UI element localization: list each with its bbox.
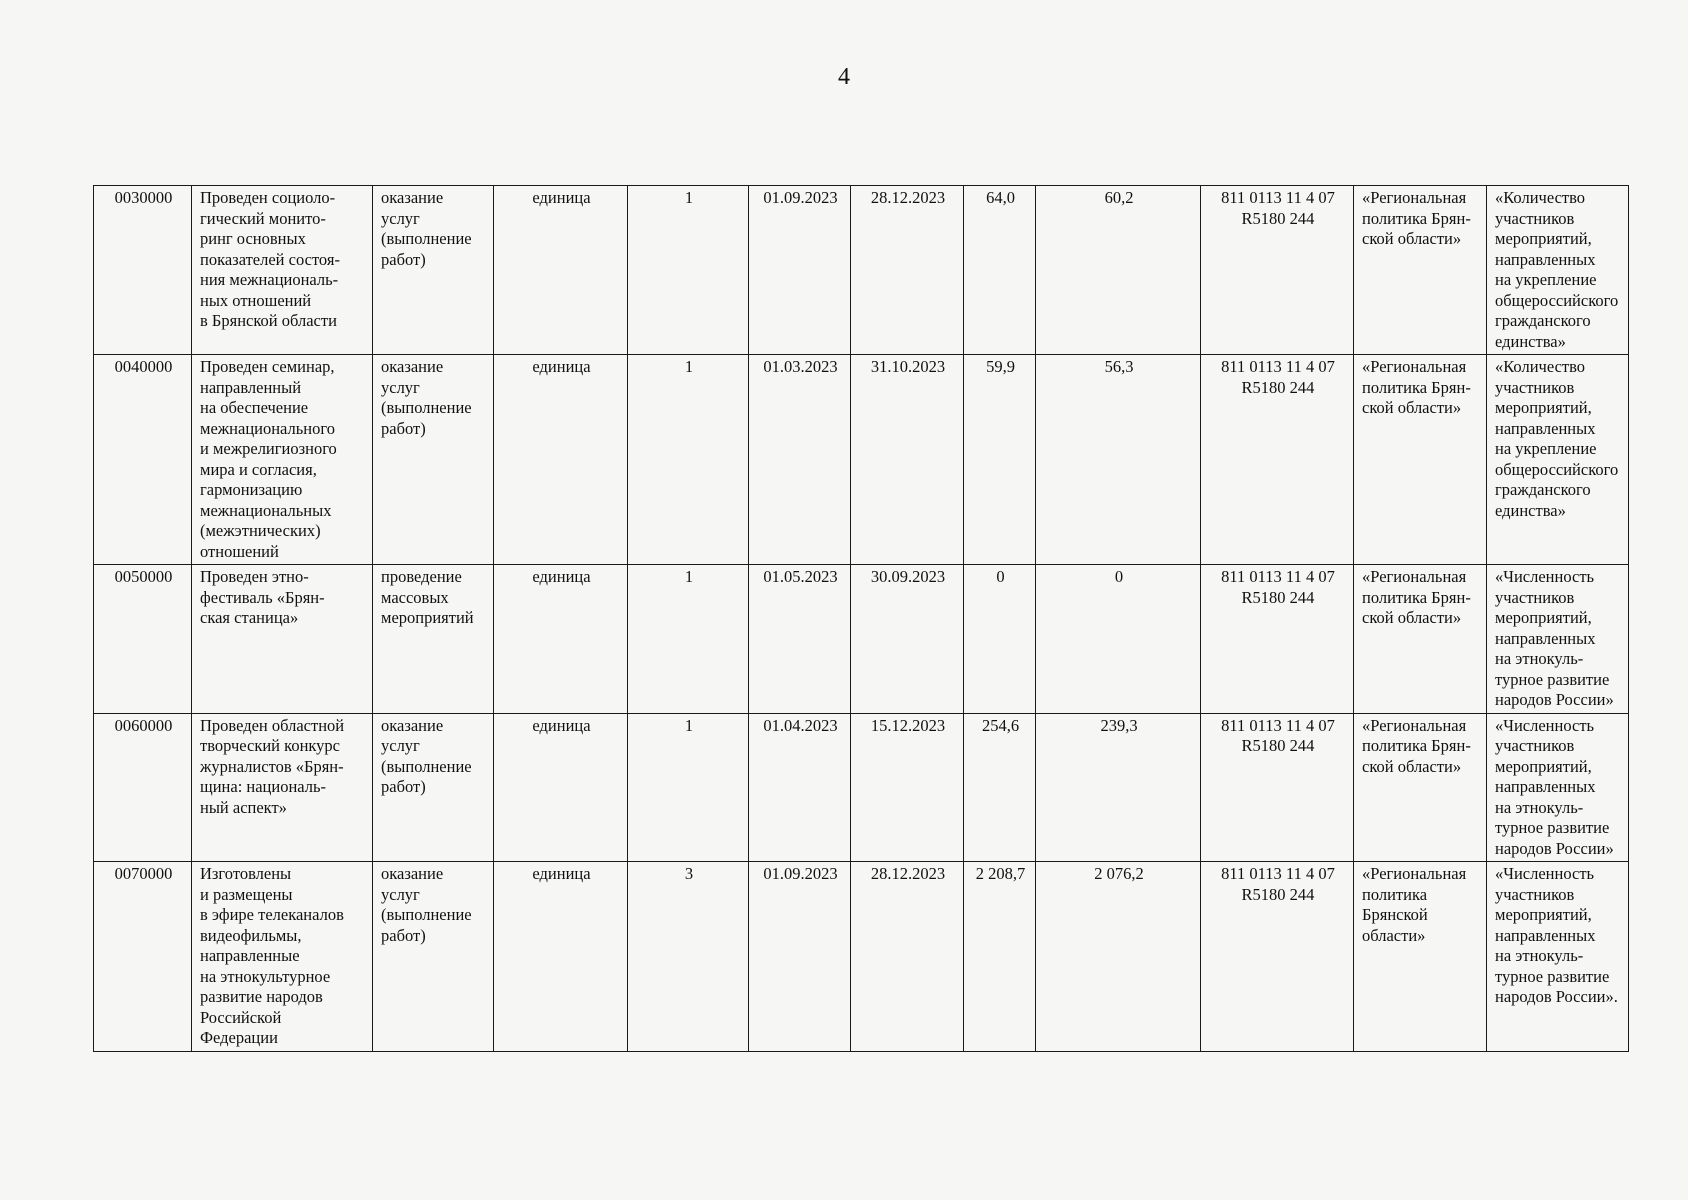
activity-name-line: и межрелигиозного xyxy=(200,439,337,458)
result-indicator-line: «Количество xyxy=(1495,188,1586,207)
result-indicator xyxy=(1487,186,1629,355)
quantity: 1 xyxy=(628,355,749,565)
activity-name-line: на обеспечение xyxy=(200,398,309,417)
activity-name xyxy=(192,186,373,355)
activity-name-line: межнациональных xyxy=(200,500,332,520)
result-indicator-line: участников xyxy=(1495,884,1575,904)
budget-code xyxy=(1201,355,1354,565)
program-name xyxy=(1354,713,1487,862)
start-date: 01.03.2023 xyxy=(749,355,851,565)
result-indicator-line: общероссийского xyxy=(1495,290,1619,310)
budget-code-line: R5180 244 xyxy=(1241,884,1315,904)
amount-subsidy: 0 xyxy=(1036,565,1201,714)
activity-type-line: услуг xyxy=(381,884,420,904)
activity-type xyxy=(373,186,494,355)
activity-name xyxy=(192,862,373,1052)
result-indicator-line: направленных xyxy=(1495,777,1596,796)
result-indicator-line: направленных xyxy=(1495,925,1596,945)
activity-type-line: проведение xyxy=(381,567,462,586)
activity-name-line: (межэтнических) xyxy=(200,521,321,540)
budget-code-line: 811 0113 11 4 07 xyxy=(1221,357,1335,376)
activity-name-line: в Брянской области xyxy=(200,311,337,330)
activity-name-line: ринг основных xyxy=(200,229,306,248)
end-date: 15.12.2023 xyxy=(851,713,964,862)
activity-name-line: направленные xyxy=(200,946,300,965)
result-indicator-line: мероприятий, xyxy=(1495,608,1592,627)
activity-type-line: работ) xyxy=(381,925,426,945)
activity-name xyxy=(192,355,373,565)
activity-type xyxy=(373,862,494,1052)
activity-name xyxy=(192,713,373,862)
activity-name-line: показателей состоя- xyxy=(200,249,340,269)
row-code: 0040000 xyxy=(94,355,192,565)
activity-name-line: на этнокультурное xyxy=(200,966,331,986)
activity-name-line: гический монито- xyxy=(200,208,326,228)
result-indicator-line: участников xyxy=(1495,377,1575,397)
result-indicator-line: турное развитие xyxy=(1495,818,1610,837)
row-code: 0050000 xyxy=(94,565,192,714)
activity-type-line: (выполнение xyxy=(381,229,472,248)
amount-total: 2 208,7 xyxy=(964,862,1036,1052)
result-indicator-line: на этнокуль- xyxy=(1495,797,1584,817)
activity-name-line: Проведен социоло- xyxy=(200,188,336,207)
program-name-line: «Региональная xyxy=(1362,357,1467,376)
activity-name-line: Изготовлены xyxy=(200,864,292,883)
result-indicator-line: «Количество xyxy=(1495,357,1586,376)
activity-type-line: услуг xyxy=(381,736,420,755)
activity-name-line: щина: националь- xyxy=(200,777,327,796)
program-name-line: ской области» xyxy=(1362,756,1462,776)
activity-type-line: услуг xyxy=(381,208,420,228)
unit-of-measure: единица xyxy=(494,355,628,565)
program-name-line: ской области» xyxy=(1362,398,1462,417)
result-indicator-line: народов России». xyxy=(1495,987,1618,1006)
activity-name-line: межнационального xyxy=(200,418,335,438)
result-indicator-line: турное развитие xyxy=(1495,966,1610,986)
activity-name-line: ния межнациональ- xyxy=(200,270,339,289)
program-name-line: «Региональная xyxy=(1362,864,1467,883)
result-indicator-line: единства» xyxy=(1495,500,1566,520)
program-name-line: «Региональная xyxy=(1362,567,1467,586)
result-indicator-line: гражданского xyxy=(1495,480,1591,499)
program-name-line: области» xyxy=(1362,925,1426,945)
table-row xyxy=(94,186,1629,355)
program-name-line: «Региональная xyxy=(1362,188,1467,207)
start-date: 01.09.2023 xyxy=(749,862,851,1052)
program-name-line: ской области» xyxy=(1362,229,1462,248)
activity-name-line: в эфире телеканалов xyxy=(200,905,344,924)
result-indicator-line: народов России» xyxy=(1495,838,1614,858)
unit-of-measure: единица xyxy=(494,713,628,862)
activity-name-line: Федерации xyxy=(200,1028,278,1047)
budget-code xyxy=(1201,565,1354,714)
activity-type-line: оказание xyxy=(381,715,444,735)
budget-code xyxy=(1201,186,1354,355)
activity-type-line: (выполнение xyxy=(381,398,472,417)
budget-code-line: 811 0113 11 4 07 xyxy=(1221,864,1335,883)
budget-code xyxy=(1201,713,1354,862)
activity-type-line: массовых xyxy=(381,587,449,607)
result-indicator-line: «Численность xyxy=(1495,864,1595,883)
amount-subsidy: 239,3 xyxy=(1036,713,1201,862)
activity-type-line: оказание xyxy=(381,357,444,376)
budget-code-line: R5180 244 xyxy=(1241,587,1315,607)
amount-subsidy: 56,3 xyxy=(1036,355,1201,565)
activities-table xyxy=(93,185,1629,1052)
start-date: 01.05.2023 xyxy=(749,565,851,714)
activity-name-line: Проведен этно- xyxy=(200,567,309,586)
table-row xyxy=(94,565,1629,714)
result-indicator-line: общероссийского xyxy=(1495,459,1619,479)
budget-code-line: R5180 244 xyxy=(1241,208,1315,228)
activity-type xyxy=(373,355,494,565)
activity-name-line: творческий конкурс xyxy=(200,736,341,755)
program-name xyxy=(1354,862,1487,1052)
unit-of-measure: единица xyxy=(494,186,628,355)
program-name xyxy=(1354,565,1487,714)
start-date: 01.04.2023 xyxy=(749,713,851,862)
result-indicator-line: мероприятий, xyxy=(1495,229,1592,248)
result-indicator-line: гражданского xyxy=(1495,311,1591,330)
program-name xyxy=(1354,355,1487,565)
table-body xyxy=(94,186,1629,1052)
activity-type-line: мероприятий xyxy=(381,608,474,627)
result-indicator-line: турное развитие xyxy=(1495,669,1610,689)
amount-total: 254,6 xyxy=(964,713,1036,862)
activity-type-line: (выполнение xyxy=(381,756,472,776)
quantity: 3 xyxy=(628,862,749,1052)
page-number: 4 xyxy=(838,64,850,90)
activity-type-line: услуг xyxy=(381,377,420,397)
table-row xyxy=(94,862,1629,1052)
program-name-line: Брянской xyxy=(1362,905,1428,924)
result-indicator-line: участников xyxy=(1495,736,1575,755)
result-indicator xyxy=(1487,862,1629,1052)
amount-total: 64,0 xyxy=(964,186,1036,355)
program-name-line: политика Брян- xyxy=(1362,377,1471,397)
result-indicator-line: на укрепление xyxy=(1495,439,1597,458)
end-date: 28.12.2023 xyxy=(851,862,964,1052)
activity-name-line: Российской xyxy=(200,1007,282,1027)
program-name-line: политика xyxy=(1362,884,1428,904)
activity-name-line: и размещены xyxy=(200,884,293,904)
activity-name-line: журналистов «Брян- xyxy=(200,756,344,776)
program-name-line: «Региональная xyxy=(1362,715,1467,735)
result-indicator xyxy=(1487,565,1629,714)
activity-name-line: гармонизацию xyxy=(200,480,303,499)
activity-type-line: работ) xyxy=(381,418,426,438)
end-date: 30.09.2023 xyxy=(851,565,964,714)
activity-type-line: оказание xyxy=(381,864,444,883)
result-indicator-line: на этнокуль- xyxy=(1495,946,1584,965)
amount-subsidy: 2 076,2 xyxy=(1036,862,1201,1052)
end-date: 28.12.2023 xyxy=(851,186,964,355)
activity-name-line: развитие народов xyxy=(200,987,323,1006)
activity-name xyxy=(192,565,373,714)
program-name-line: ской области» xyxy=(1362,608,1462,627)
budget-code-line: R5180 244 xyxy=(1241,736,1315,755)
activity-name-line: Проведен семинар, xyxy=(200,357,335,376)
result-indicator-line: на этнокуль- xyxy=(1495,649,1584,668)
budget-code-line: 811 0113 11 4 07 xyxy=(1221,567,1335,586)
activity-type-line: работ) xyxy=(381,249,426,269)
budget-code-line: R5180 244 xyxy=(1241,377,1315,397)
row-code: 0030000 xyxy=(94,186,192,355)
result-indicator-line: мероприятий, xyxy=(1495,398,1592,417)
activity-name-line: мира и согласия, xyxy=(200,459,317,479)
program-name-line: политика Брян- xyxy=(1362,587,1471,607)
row-code: 0060000 xyxy=(94,713,192,862)
result-indicator xyxy=(1487,355,1629,565)
amount-total: 0 xyxy=(964,565,1036,714)
activity-type-line: (выполнение xyxy=(381,905,472,924)
activity-name-line: фестиваль «Брян- xyxy=(200,587,325,607)
program-name-line: политика Брян- xyxy=(1362,736,1471,755)
result-indicator-line: направленных xyxy=(1495,628,1596,648)
quantity: 1 xyxy=(628,186,749,355)
activity-name-line: направленный xyxy=(200,377,302,397)
result-indicator-line: направленных xyxy=(1495,418,1596,438)
result-indicator-line: участников xyxy=(1495,587,1575,607)
activity-name-line: Проведен областной xyxy=(200,715,345,735)
result-indicator-line: участников xyxy=(1495,208,1575,228)
program-name-line: политика Брян- xyxy=(1362,208,1471,228)
result-indicator-line: народов России» xyxy=(1495,690,1614,709)
budget-code-line: 811 0113 11 4 07 xyxy=(1221,715,1335,735)
result-indicator-line: мероприятий, xyxy=(1495,905,1592,924)
result-indicator xyxy=(1487,713,1629,862)
start-date: 01.09.2023 xyxy=(749,186,851,355)
activity-type xyxy=(373,565,494,714)
amount-subsidy: 60,2 xyxy=(1036,186,1201,355)
unit-of-measure: единица xyxy=(494,565,628,714)
table-row xyxy=(94,713,1629,862)
result-indicator-line: мероприятий, xyxy=(1495,756,1592,776)
row-code: 0070000 xyxy=(94,862,192,1052)
budget-code-line: 811 0113 11 4 07 xyxy=(1221,188,1335,207)
quantity: 1 xyxy=(628,713,749,862)
result-indicator-line: единства» xyxy=(1495,331,1566,351)
activity-type xyxy=(373,713,494,862)
activity-name-line: ных отношений xyxy=(200,290,312,310)
activity-name-line: отношений xyxy=(200,541,279,561)
activity-name-line: ный аспект» xyxy=(200,797,287,817)
activity-name-line: ская станица» xyxy=(200,608,299,627)
result-indicator-line: «Численность xyxy=(1495,567,1595,586)
quantity: 1 xyxy=(628,565,749,714)
end-date: 31.10.2023 xyxy=(851,355,964,565)
result-indicator-line: направленных xyxy=(1495,249,1596,269)
result-indicator-line: «Численность xyxy=(1495,715,1595,735)
activity-type-line: работ) xyxy=(381,777,426,796)
budget-code xyxy=(1201,862,1354,1052)
table-row xyxy=(94,355,1629,565)
amount-total: 59,9 xyxy=(964,355,1036,565)
activity-type-line: оказание xyxy=(381,188,444,207)
activity-name-line: видеофильмы, xyxy=(200,925,302,945)
result-indicator-line: на укрепление xyxy=(1495,270,1597,289)
unit-of-measure: единица xyxy=(494,862,628,1052)
program-name xyxy=(1354,186,1487,355)
